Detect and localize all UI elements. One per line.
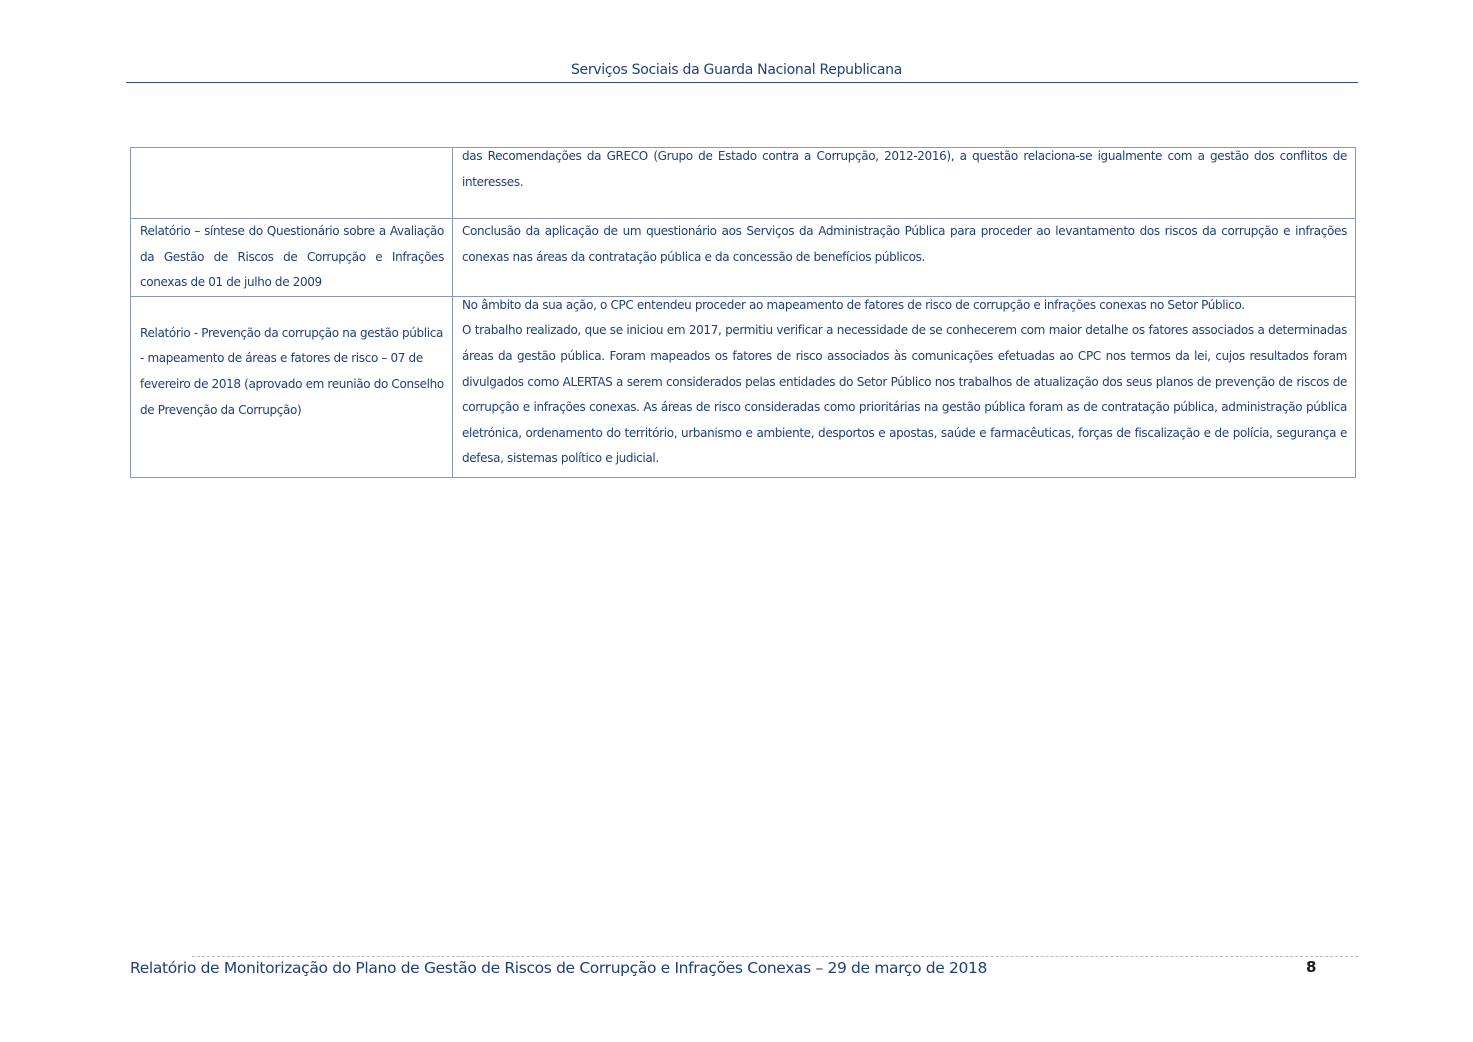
table-cell-description bbox=[453, 296, 1356, 477]
table-cell-reference bbox=[131, 219, 453, 297]
description-paragraph-2: O trabalho realizado, que se iniciou em 2017, permitiu verificar a necessidade de se conhecerem com maior detalhe os fatores associados a determinadas áreas da gestão pública. Foram mapeados os fatores de risco associados às comunicações efetuadas ao CPC nos termos da lei, cujos resultados foram divulgados como ALERTAS a serem considerados pelas entidades do Setor Público nos trabalhos de atualização dos seus planos de prevenção de riscos de corrupção e infrações conexas. As áreas de risco consideradas como prioritárias na gestão pública foram as de contratação pública, administração pública eletrónica, ordenamento do território, urbanismo e ambiente, desportos e apostas, saúde e farmacêuticas, forças de fiscalização e de polícia, segurança e defesa, sistemas político e judicial. bbox=[462, 323, 1347, 466]
table-cell-description bbox=[453, 148, 1356, 219]
page-header-title: Serviços Sociais da Guarda Nacional Republicana bbox=[570, 62, 903, 78]
page-number: 8 bbox=[1306, 958, 1317, 976]
table-cell-reference bbox=[131, 148, 453, 219]
description-text: Conclusão da aplicação de um questionário aos Serviços da Administração Pública para proceder ao levantamento dos riscos da corrupção e infrações conexas nas áreas da contratação pública e da concessão de benefícios públicos. bbox=[462, 224, 1347, 264]
description-text: das Recomendações da GRECO (Grupo de Estado contra a Corrupção, 2012-2016), a questão relaciona-se igualmente com a gestão dos conflitos de interesses. bbox=[462, 149, 1347, 189]
footer-divider bbox=[192, 956, 1358, 957]
table-row bbox=[131, 296, 1356, 477]
table-row bbox=[131, 148, 1356, 219]
table-cell-description bbox=[453, 219, 1356, 297]
header-divider bbox=[126, 82, 1358, 83]
reference-text: Relatório - Prevenção da corrupção na gestão pública - mapeamento de áreas e fatores de risco – 07 de fevereiro de 2018 (aprovado em reunião do Conselho de Prevenção da Corrupção) bbox=[140, 325, 444, 417]
references-table bbox=[130, 147, 1356, 478]
table-row bbox=[131, 219, 1356, 297]
table-cell-reference bbox=[131, 296, 453, 477]
footer-title: Relatório de Monitorização do Plano de Gestão de Riscos de Corrupção e Infrações Conexas – 29 de março de 2018 bbox=[130, 959, 988, 977]
description-paragraph-1: No âmbito da sua ação, o CPC entendeu proceder ao mapeamento de fatores de risco de corrupção e infrações conexas no Setor Público. bbox=[462, 297, 1245, 312]
reference-text: Relatório – síntese do Questionário sobre a Avaliação da Gestão de Riscos de Corrupção e Infrações conexas de 01 de julho de 2009 bbox=[140, 224, 444, 290]
